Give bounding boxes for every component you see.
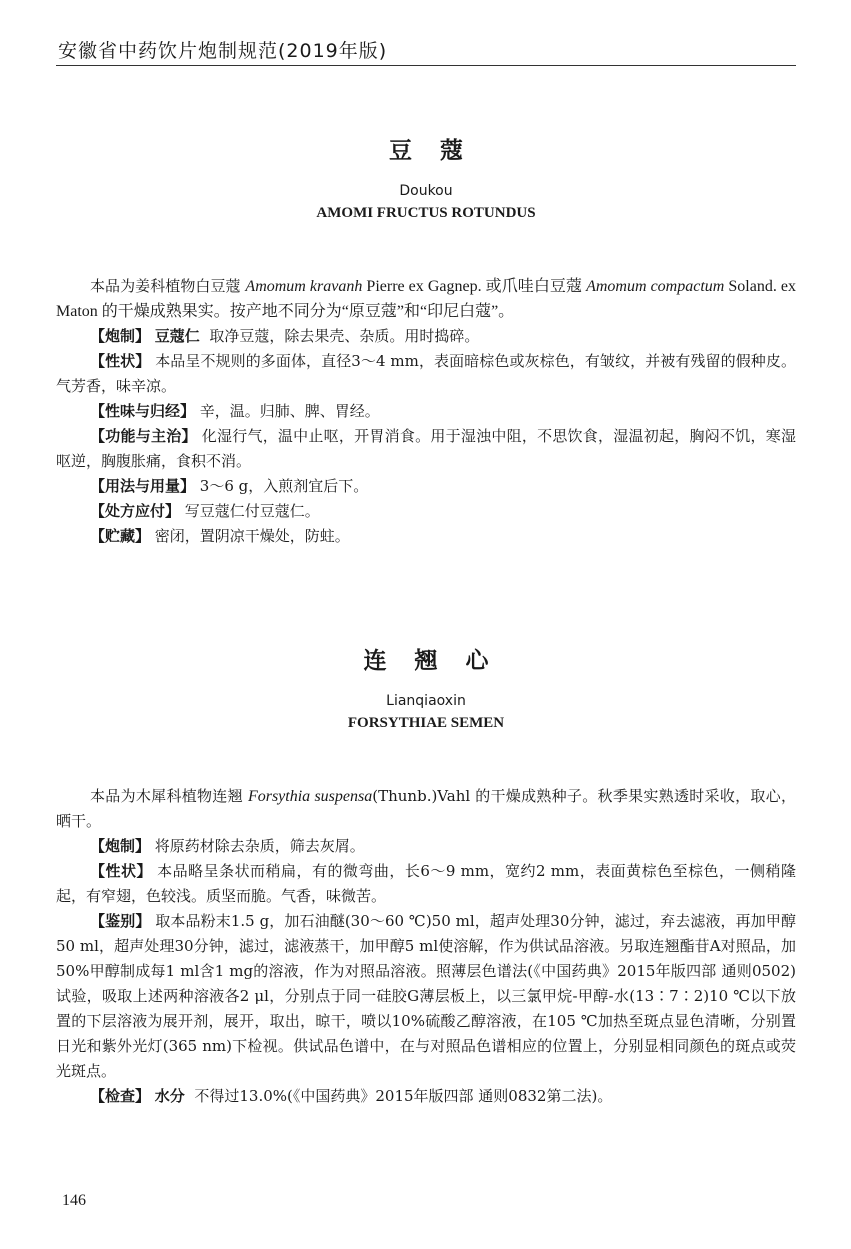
section-label: 【贮藏】	[90, 527, 151, 545]
section-sub-label: 豆蔻仁	[154, 327, 200, 345]
intro-text: Soland. ex Maton 的干燥成熟果实。按产地不同分为“原豆蔻”和“印尼白蔻”。	[56, 278, 797, 320]
section-gongneng	[56, 424, 796, 474]
species-name: Amomum compactum	[586, 278, 725, 295]
section-xingwei	[56, 399, 796, 424]
intro-paragraph	[56, 784, 796, 834]
section-text: 本品略呈条状而稍扁，有的微弯曲，长6～9 mm，宽约2 mm，表面黄棕色至棕色，一侧稍隆起，有窄翅，色较浅。质坚而脆。气香，味微苦。	[56, 862, 796, 905]
species-name: Amomum kravanh	[245, 278, 363, 295]
section-label: 【处方应付】	[90, 502, 181, 520]
section-zhucang	[56, 524, 796, 549]
section-paozhi	[56, 834, 796, 859]
section-label: 【性状】	[90, 862, 152, 880]
entry-title: 豆蔻	[389, 138, 491, 164]
section-yongfa	[56, 474, 796, 499]
section-jianbie	[56, 909, 796, 1084]
entry-pinyin: Lianqiaoxin	[386, 693, 466, 709]
section-paozhi	[56, 324, 796, 349]
section-text: 辛，温。归肺、脾、胃经。	[199, 402, 380, 420]
header-rule	[56, 65, 796, 66]
section-chufang	[56, 499, 796, 524]
page-number: 146	[62, 1192, 86, 1209]
intro-text: (Thunb.)Vahl 的干燥成熟种子。秋季果实熟透时采收，取心，晒干。	[56, 787, 796, 830]
section-label: 【性状】	[90, 352, 151, 370]
intro-text: 本品为木犀科植物连翘	[90, 787, 248, 805]
entry-lianqiaoxin	[56, 642, 796, 1109]
section-text: 取净豆蔻，除去果壳、杂质。用时捣碎。	[209, 327, 480, 345]
section-label: 【炮制】	[90, 837, 151, 855]
section-xingzhuang	[56, 349, 796, 399]
intro-paragraph	[56, 274, 796, 324]
section-text: 本品呈不规则的多面体，直径3～4 mm，表面暗棕色或灰棕色，有皱纹，并被有残留的假种皮。气芳香，味辛凉。	[56, 352, 796, 395]
intro-text: Pierre ex Gagnep. 或爪哇白豆蔻	[362, 278, 587, 295]
section-xingzhuang	[56, 859, 796, 909]
entry-pinyin: Doukou	[399, 183, 453, 199]
section-label: 【功能与主治】	[90, 427, 197, 445]
running-header: 安徽省中药饮片炮制规范(2019年版)	[58, 40, 388, 62]
section-text: 密闭，置阴凉干燥处，防蛀。	[154, 527, 350, 545]
section-text: 化湿行气，温中止呕，开胃消食。用于湿浊中阻，不思饮食，湿温初起，胸闷不饥，寒湿呕逆，胸腹胀痛，食积不消。	[56, 427, 796, 470]
section-jiancha	[56, 1084, 796, 1109]
section-label: 【鉴别】	[90, 912, 151, 930]
entry-latin-name: AMOMI FRUCTUS ROTUNDUS	[316, 205, 536, 221]
section-text: 3～6 g，入煎剂宜后下。	[199, 477, 369, 495]
section-label: 【炮制】	[90, 327, 151, 345]
entry-doukou	[56, 132, 796, 549]
section-label: 【检查】	[90, 1087, 151, 1105]
species-name: Forsythia suspensa	[247, 788, 373, 805]
section-sub-label: 水分	[154, 1087, 185, 1105]
section-text: 将原药材除去杂质，筛去灰屑。	[154, 837, 365, 855]
entry-latin-name: FORSYTHIAE SEMEN	[347, 715, 505, 731]
section-text: 写豆蔻仁付豆蔻仁。	[184, 502, 320, 520]
section-text: 不得过13.0%(《中国药典》2015年版四部 通则0832第二法)。	[194, 1087, 613, 1105]
intro-text: 本品为姜科植物白豆蔻	[90, 277, 246, 295]
section-text: 取本品粉末1.5 g，加石油醚(30～60 ℃)50 ml，超声处理30分钟，滤过，弃去滤液，再加甲醇50 ml，超声处理30分钟，滤过，滤液蒸干，加甲醇5 ml使溶解，作为供试品溶液。另取连翘酯苷A对照品，加50%甲醇制成每1 ml含1 mg的溶液，作为对照品溶液。照薄层色谱法(《中国药典》2015年版四部 通则0502)试验，吸取上述两种溶液各2 μl，分别点于同一硅胶G薄层板上，以三氯甲烷-甲醇-水(13∶7∶2)10 ℃以下放置的下层溶液为展开剂，展开，取出，晾干，喷以10%硫酸乙醇溶液，在105 ℃加热至斑点显色清晰，分别置日光和紫外光灯(365 nm)下检视。供试品色谱中，在与对照品色谱相应的位置上，分别显相同颜色的斑点或荧光斑点。	[56, 912, 796, 1080]
section-label: 【用法与用量】	[90, 477, 196, 495]
entry-title: 连翘心	[363, 648, 517, 674]
section-label: 【性味与归经】	[90, 402, 196, 420]
